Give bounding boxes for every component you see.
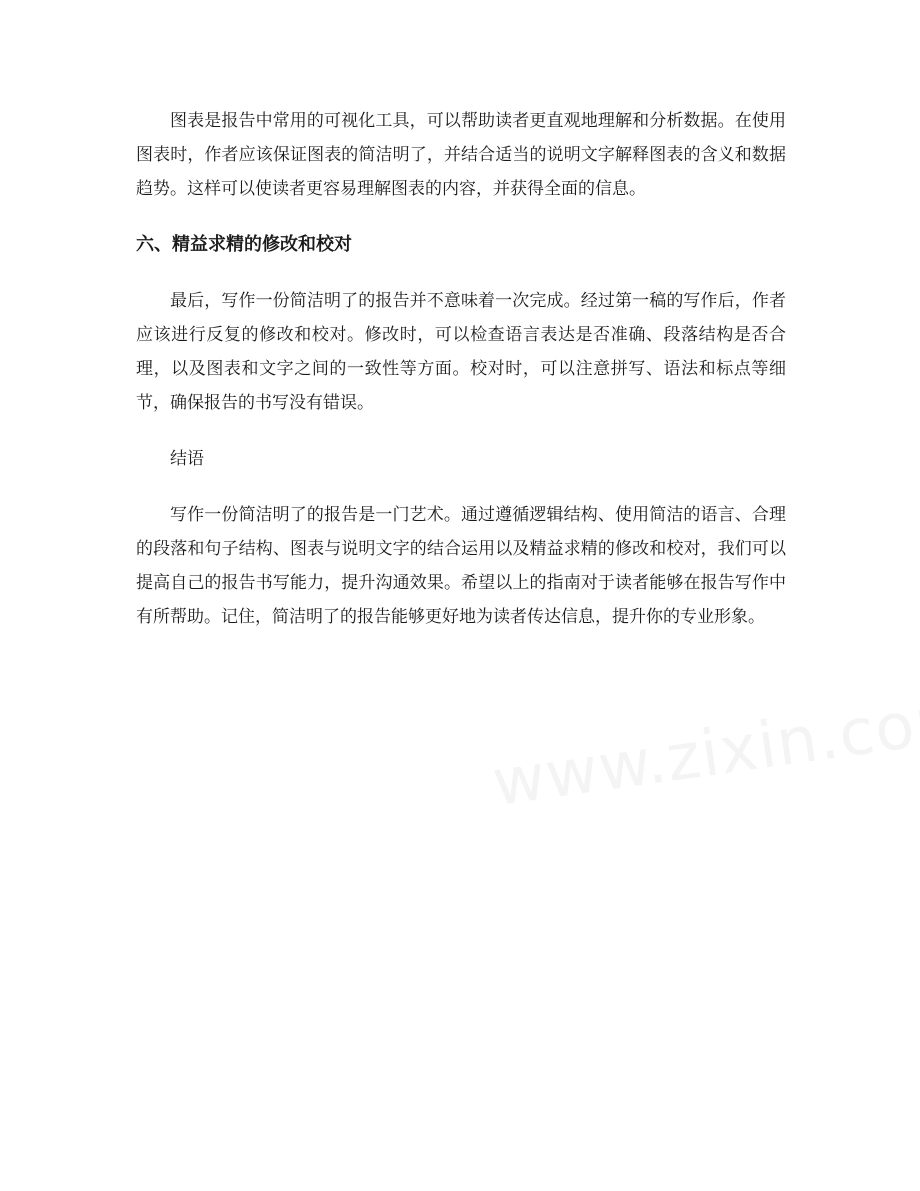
- paragraph-charts: 图表是报告中常用的可视化工具，可以帮助读者更直观地理解和分析数据。在使用图表时，作者应该保证图表的简洁明了，并结合适当的说明文字解释图表的含义和数据趋势。这样可以使读者更容易理解图表的内容，并获得全面的信息。: [136, 111, 786, 199]
- section-six-heading: 六、精益求精的修改和校对: [136, 234, 352, 255]
- watermark: [488, 666, 920, 821]
- paragraph-revision: 最后，写作一份简洁明了的报告并不意味着一次完成。经过第一稿的写作后，作者应该进行反复的修改和校对。修改时，可以检查语言表达是否准确、段落结构是否合理，以及图表和文字之间的一致性等方面。校对时，可以注意拼写、语法和标点等细节，确保报告的书写没有错误。: [136, 291, 786, 413]
- document-body: [136, 104, 786, 634]
- paragraph-conclusion: 写作一份简洁明了的报告是一门艺术。通过遵循逻辑结构、使用简洁的语言、合理的段落和句子结构、图表与说明文字的结合运用以及精益求精的修改和校对，我们可以提高自己的报告书写能力，提升沟通效果。希望以上的指南对于读者能够在报告写作中有所帮助。记住，简洁明了的报告能够更好地为读者传达信息，提升你的专业形象。: [136, 505, 786, 627]
- closing-label: 结语: [170, 449, 204, 469]
